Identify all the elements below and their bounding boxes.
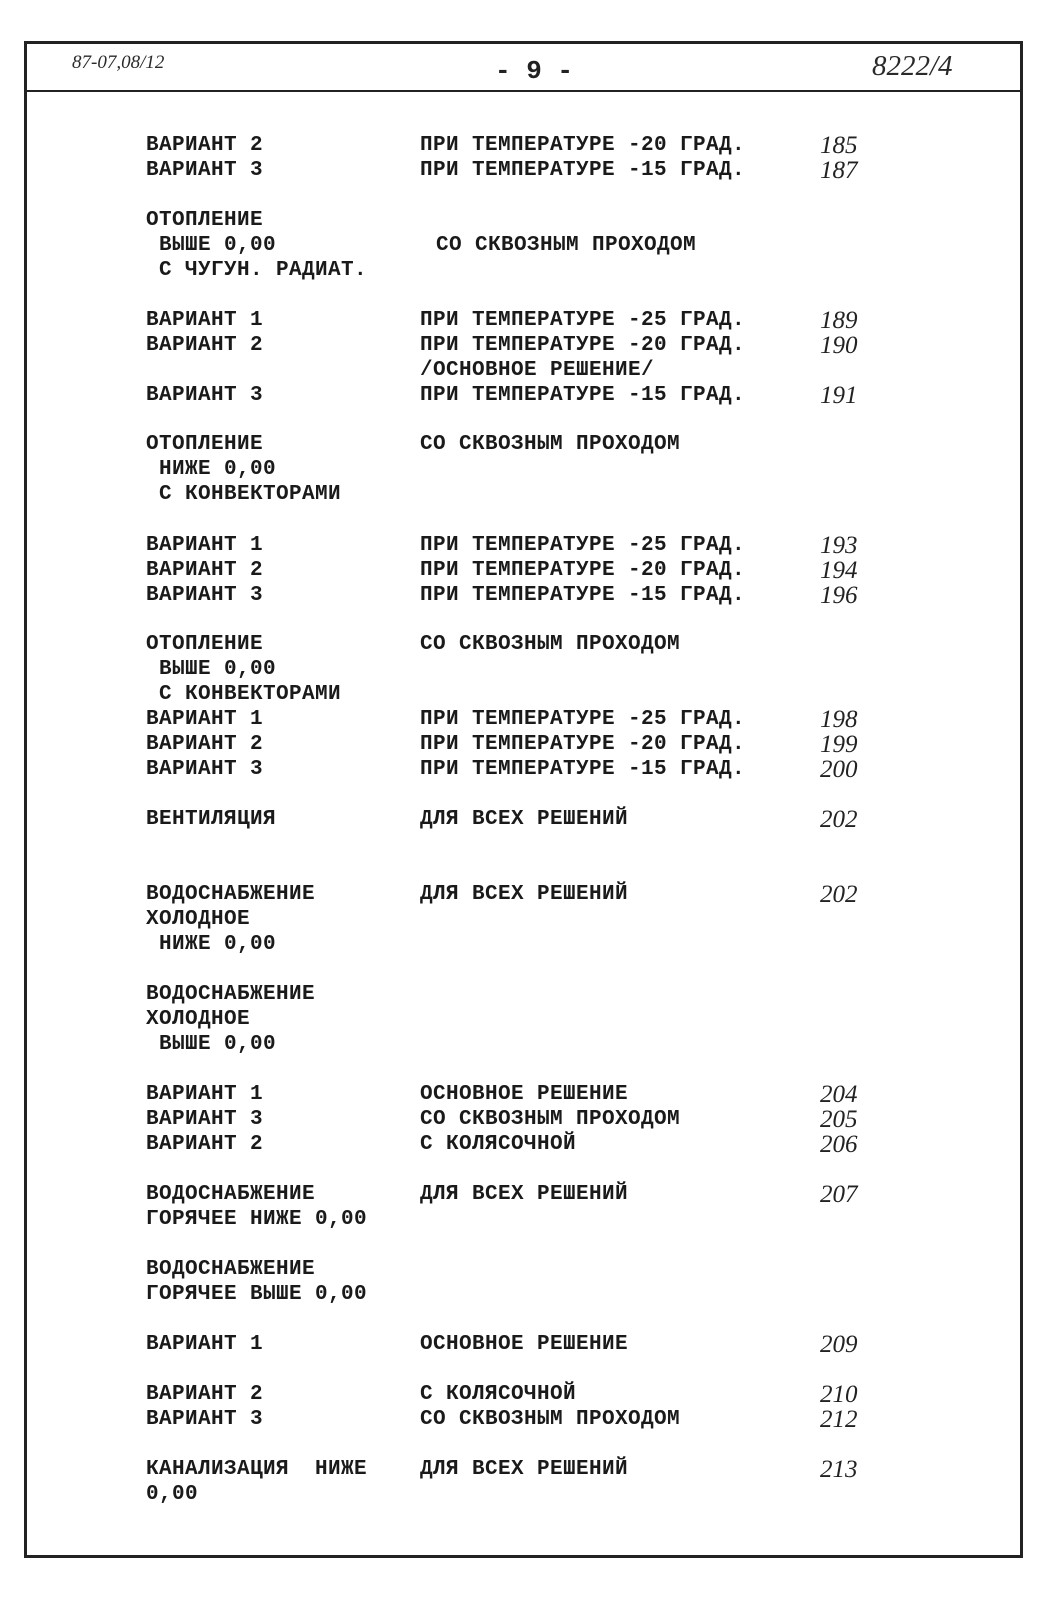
row-label: ВАРИАНТ 3 (146, 1408, 264, 1431)
document-code-left: 87-07,08/12 (72, 52, 165, 73)
section-description: ДЛЯ ВСЕХ РЕШЕНИЙ (420, 883, 629, 906)
row-label: ВАРИАНТ 1 (146, 1333, 264, 1356)
section-subtitle: ГОРЯЧЕЕ НИЖЕ 0,00 (146, 1208, 368, 1231)
row-label: ВАРИАНТ 3 (146, 159, 264, 182)
row-description: ПРИ ТЕМПЕРАТУРЕ -20 ГРАД. (420, 559, 746, 582)
page-ref: 207 (820, 1181, 858, 1208)
section-subtitle: ВЫШЕ 0,00 (146, 234, 277, 257)
row-description: ПРИ ТЕМПЕРАТУРЕ -15 ГРАД. (420, 758, 746, 781)
page-ref: 189 (820, 307, 858, 334)
row-description: ПРИ ТЕМПЕРАТУРЕ -20 ГРАД. (420, 334, 746, 357)
page-ref: 209 (820, 1331, 858, 1358)
page-ref: 200 (820, 756, 858, 783)
page-ref: 205 (820, 1106, 858, 1133)
page-ref: 193 (820, 532, 858, 559)
row-description: СО СКВОЗНЫМ ПРОХОДОМ (420, 1408, 681, 1431)
row-description: С КОЛЯСОЧНОЙ (420, 1133, 577, 1156)
section-subtitle: ХОЛОДНОЕ (146, 1008, 251, 1031)
page-ref: 212 (820, 1406, 858, 1433)
section-subtitle: 0,00 (146, 1483, 199, 1506)
row-description: ПРИ ТЕМПЕРАТУРЕ -15 ГРАД. (420, 384, 746, 407)
section-description: СО СКВОЗНЫМ ПРОХОДОМ (420, 633, 681, 656)
row-label: ВАРИАНТ 1 (146, 1083, 264, 1106)
section-subtitle: ГОРЯЧЕЕ ВЫШЕ 0,00 (146, 1283, 368, 1306)
row-description: С КОЛЯСОЧНОЙ (420, 1383, 577, 1406)
section-title: ВОДОСНАБЖЕНИЕ (146, 883, 316, 906)
header-divider (24, 90, 1023, 92)
page-ref: 213 (820, 1456, 858, 1483)
page-ref: 210 (820, 1381, 858, 1408)
page-ref: 187 (820, 157, 858, 184)
row-description: ДЛЯ ВСЕХ РЕШЕНИЙ (420, 808, 629, 831)
page-ref: 202 (820, 806, 858, 833)
row-label: ВАРИАНТ 2 (146, 1383, 264, 1406)
page-ref: 206 (820, 1131, 858, 1158)
page-ref: 202 (820, 881, 858, 908)
page-ref: 191 (820, 382, 858, 409)
section-subtitle: С КОНВЕКТОРАМИ (146, 483, 342, 506)
section-title: ВОДОСНАБЖЕНИЕ (146, 983, 316, 1006)
section-description: СО СКВОЗНЫМ ПРОХОДОМ (436, 234, 697, 257)
section-subtitle: С КОНВЕКТОРАМИ (146, 683, 342, 706)
row-description: ОСНОВНОЕ РЕШЕНИЕ (420, 1083, 629, 1106)
page-ref: 194 (820, 557, 858, 584)
row-label: ВАРИАНТ 2 (146, 559, 264, 582)
section-title: ОТОПЛЕНИЕ (146, 633, 264, 656)
section-subtitle: С ЧУГУН. РАДИАТ. (146, 259, 368, 282)
section-subtitle: ХОЛОДНОЕ (146, 908, 251, 931)
row-label: ВЕНТИЛЯЦИЯ (146, 808, 277, 831)
section-subtitle: НИЖЕ 0,00 (146, 933, 277, 956)
section-description: СО СКВОЗНЫМ ПРОХОДОМ (420, 433, 681, 456)
section-subtitle: НИЖЕ 0,00 (146, 458, 277, 481)
row-description: ОСНОВНОЕ РЕШЕНИЕ (420, 1333, 629, 1356)
row-label: ВАРИАНТ 2 (146, 334, 264, 357)
section-title: ОТОПЛЕНИЕ (146, 433, 264, 456)
row-description: ПРИ ТЕМПЕРАТУРЕ -20 ГРАД. (420, 733, 746, 756)
row-description: ПРИ ТЕМПЕРАТУРЕ -25 ГРАД. (420, 534, 746, 557)
section-title: ВОДОСНАБЖЕНИЕ (146, 1183, 316, 1206)
row-description: ПРИ ТЕМПЕРАТУРЕ -15 ГРАД. (420, 159, 746, 182)
page-ref: 185 (820, 132, 858, 159)
row-description: ПРИ ТЕМПЕРАТУРЕ -20 ГРАД. (420, 134, 746, 157)
section-description: ДЛЯ ВСЕХ РЕШЕНИЙ (420, 1458, 629, 1481)
row-label: ВАРИАНТ 3 (146, 584, 264, 607)
row-description: ПРИ ТЕМПЕРАТУРЕ -15 ГРАД. (420, 584, 746, 607)
page-ref: 196 (820, 582, 858, 609)
page-ref: 190 (820, 332, 858, 359)
row-description: СО СКВОЗНЫМ ПРОХОДОМ (420, 1108, 681, 1131)
row-label: ВАРИАНТ 1 (146, 309, 264, 332)
row-label: ВАРИАНТ 1 (146, 534, 264, 557)
row-description: ПРИ ТЕМПЕРАТУРЕ -25 ГРАД. (420, 708, 746, 731)
row-label: ВАРИАНТ 3 (146, 1108, 264, 1131)
section-subtitle: ВЫШЕ 0,00 (146, 658, 277, 681)
row-label: ВАРИАНТ 2 (146, 1133, 264, 1156)
section-description: ДЛЯ ВСЕХ РЕШЕНИЙ (420, 1183, 629, 1206)
page-ref: 199 (820, 731, 858, 758)
row-label: ВАРИАНТ 2 (146, 733, 264, 756)
row-label: ВАРИАНТ 3 (146, 384, 264, 407)
section-title: ВОДОСНАБЖЕНИЕ (146, 1258, 316, 1281)
row-note: /ОСНОВНОЕ РЕШЕНИЕ/ (420, 359, 655, 382)
page-ref: 198 (820, 706, 858, 733)
page-ref: 204 (820, 1081, 858, 1108)
section-title: ОТОПЛЕНИЕ (146, 209, 264, 232)
section-subtitle: ВЫШЕ 0,00 (146, 1033, 277, 1056)
page-number: - 9 - (495, 56, 574, 86)
row-label: ВАРИАНТ 3 (146, 758, 264, 781)
row-label: ВАРИАНТ 2 (146, 134, 264, 157)
document-code-right: 8222/4 (872, 50, 953, 82)
row-label: ВАРИАНТ 1 (146, 708, 264, 731)
row-description: ПРИ ТЕМПЕРАТУРЕ -25 ГРАД. (420, 309, 746, 332)
section-title: КАНАЛИЗАЦИЯ НИЖЕ (146, 1458, 368, 1481)
